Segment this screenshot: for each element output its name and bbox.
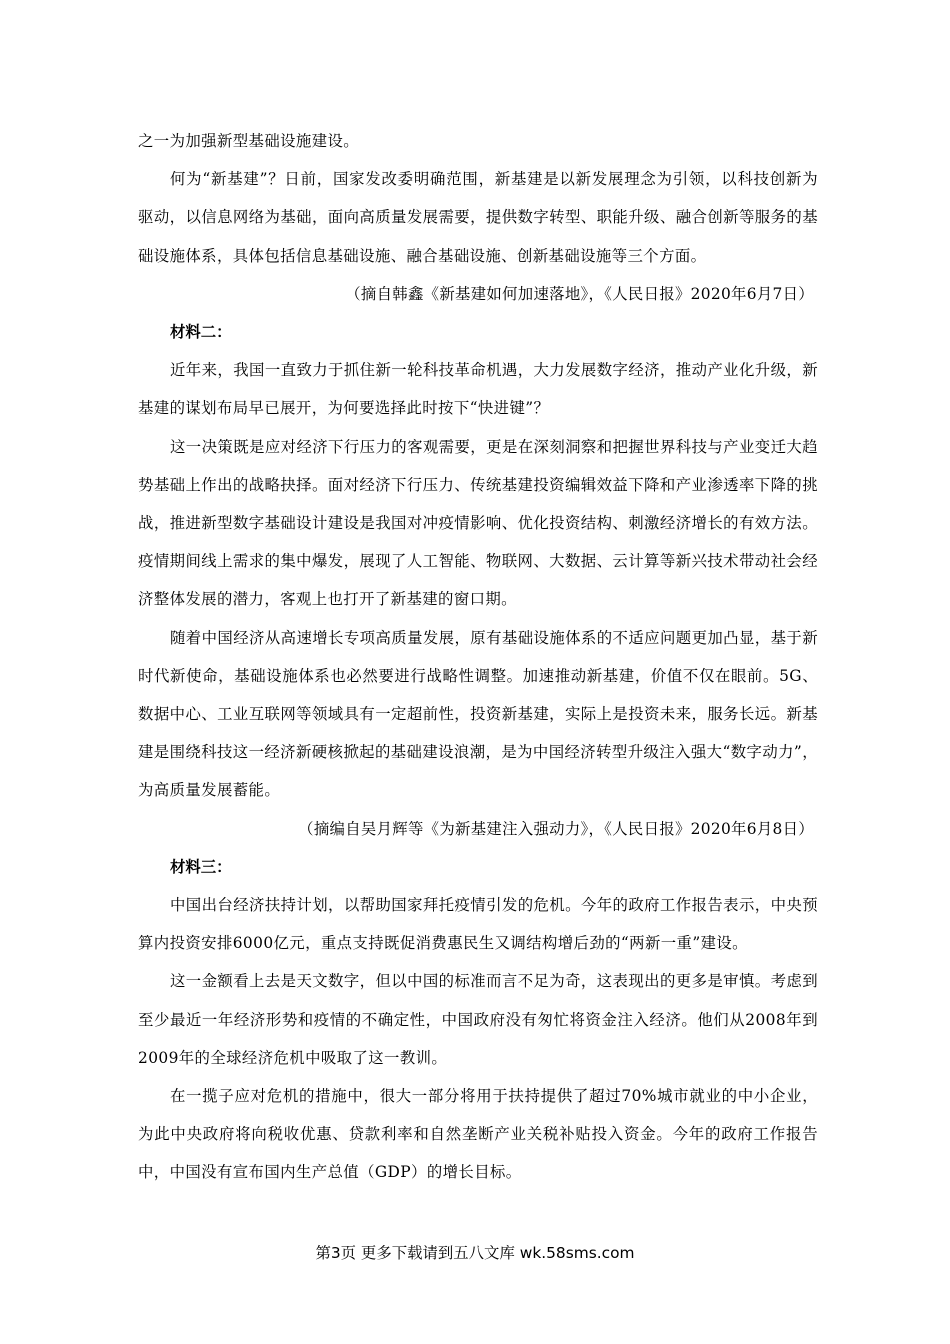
paragraph-stimulus-plan: 中国出台经济扶持计划，以帮助国家拜托疫情引发的危机。今年的政府工作报告表示，中央预算内投资安排6000亿元，重点支持既促消费惠民生又调结构增后劲的“两新一重”建设。 bbox=[138, 896, 818, 953]
paragraph-fast-forward: 近年来，我国一直致力于抓住新一轮科技革命机遇，大力发展数字经济，推动产业化升级，新基建的谋划布局早已展开，为何要选择此时按下“快进键”？ bbox=[138, 361, 818, 418]
paragraph-transformation: 随着中国经济从高速增长专项高质量发展，原有基础设施体系的不适应问题更加凸显，基于新时代新使命，基础设施体系也必然要进行战略性调整。加速推动新基建，价值不仅在眼前。5G、数据中心、工业互联网等领域具有一定超前性，投资新基建，实际上是投资未来，服务长远。新基建是围绕科技这一经济新硬核掀起的基础建设浪潮，是为中国经济转型升级注入强大“数字动力”，为高质量发展蓄能。 bbox=[138, 628, 818, 800]
paragraph-sme-support: 在一揽子应对危机的措施中，很大一部分将用于扶持提供了超过70%城市就业的中小企业，为此中央政府将向税收优惠、贷款利率和自然垄断产业关税补贴投入资金。今年的政府工作报告中，中国没有宣布国内生产总值（GDP）的增长目标。 bbox=[138, 1087, 818, 1182]
material-three-heading: 材料三： bbox=[170, 857, 232, 876]
paragraph-new-infrastructure-definition: 何为“新基建”？日前，国家发改委明确范围，新基建是以新发展理念为引领，以科技创新为驱动，以信息网络为基础，面向高质量发展需要，提供数字转型、职能升级、融合创新等服务的基础设施体系，具体包括信息基础设施、融合基础设施、创新基础设施等三个方面。 bbox=[138, 170, 818, 265]
material-two-heading: 材料二： bbox=[170, 323, 232, 342]
paragraph-strategic-choice: 这一决策既是应对经济下行压力的客观需要，更是在深刻洞察和把握世界科技与产业变迁大趋势基础上作出的战略抉择。面对经济下行压力、传统基建投资编辑效益下降和产业渗透率下降的挑战，推进新型数字基础设计建设是我国对冲疫情影响、优化投资结构、刺激经济增长的有效方法。疫情期间线上需求的集中爆发，展现了人工智能、物联网、大数据、云计算等新兴技术带动社会经济整体发展的潜力，客观上也打开了新基建的窗口期。 bbox=[138, 437, 818, 609]
source-citation-2: （摘编自吴月辉等《为新基建注入强动力》，《人民日报》2020年6月8日） bbox=[298, 819, 814, 838]
paragraph-prudence: 这一金额看上去是天文数字，但以中国的标准而言不足为奇，这表现出的更多是审慎。考虑到至少最近一年经济形势和疫情的不确定性，中国政府没有匆忙将资金注入经济。他们从2008年到2009年的全球经济危机中吸取了这一教训。 bbox=[138, 972, 818, 1067]
page-footer: 第3页 更多下载请到五八文库 wk.58sms.com bbox=[315, 1244, 635, 1262]
source-citation-1: （摘自韩鑫《新基建如何加速落地》，《人民日报》2020年6月7日） bbox=[345, 284, 814, 303]
paragraph-continuation: 之一为加强新型基础设施建设。 bbox=[138, 132, 360, 150]
document-body bbox=[138, 122, 818, 1192]
